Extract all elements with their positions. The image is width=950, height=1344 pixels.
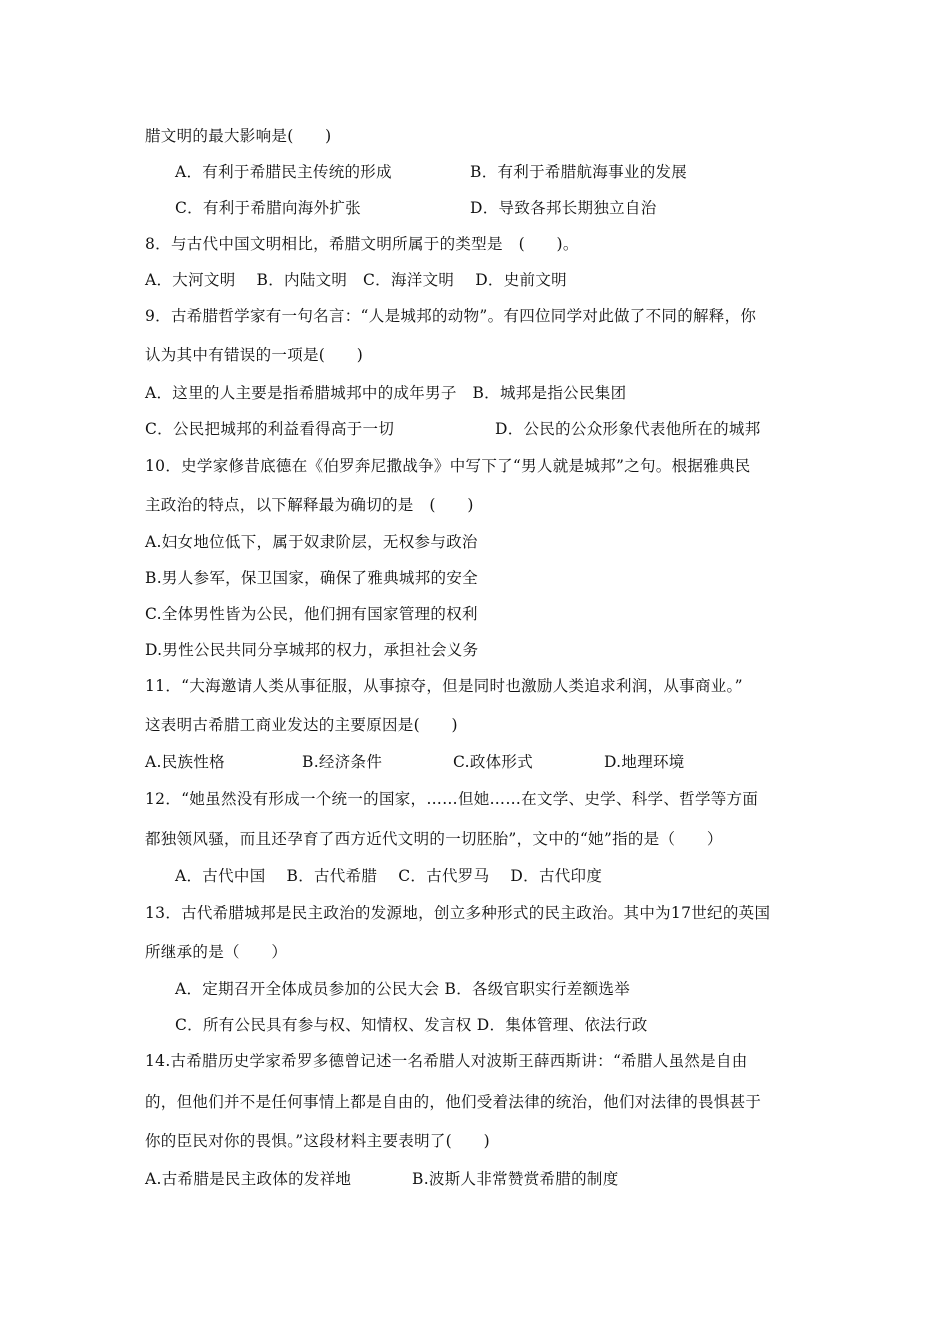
q9-stem-line-2: 认为其中有错误的一项是( ) [145, 346, 364, 364]
q12-stem-line-2: 都独领风骚，而且还孕育了西方近代文明的一切胚胎”，文中的“她”指的是（ ） [145, 830, 723, 848]
q12-stem-line-1: 12．“她虽然没有形成一个统一的国家，……但她……在文学、史学、科学、哲学等方面 [145, 790, 759, 808]
q7-option-b: B．有利于希腊航海事业的发展 [470, 163, 688, 181]
q9-stem-line-1: 9．古希腊哲学家有一句名言：“人是城邦的动物”。有四位同学对此做了不同的解释，你 [145, 307, 757, 325]
q14-stem-line-1: 14.古希腊历史学家希罗多德曾记述一名希腊人对波斯王薛西斯讲：“希腊人虽然是自由 [145, 1052, 748, 1070]
q13-stem-line-2: 所继承的是（ ） [145, 943, 288, 961]
q10-stem-line-1: 10．史学家修昔底德在《伯罗奔尼撒战争》中写下了“男人就是城邦”之句。根据雅典民 [145, 457, 751, 475]
q14-stem-line-2: 的，但他们并不是任何事情上都是自由的，他们受着法律的统治，他们对法律的畏惧甚于 [145, 1093, 762, 1111]
q10-option-c: C.全体男性皆为公民，他们拥有国家管理的权利 [145, 605, 478, 623]
q14-stem-line-3: 你的臣民对你的畏惧。”这段材料主要表明了( ) [145, 1132, 490, 1150]
q11-option-b: B.经济条件 [302, 753, 383, 771]
q13-stem-line-1: 13．古代希腊城邦是民主政治的发源地，创立多种形式的民主政治。其中为17世纪的英国 [145, 904, 771, 922]
q8-stem: 8．与古代中国文明相比，希腊文明所属于的类型是 ( )。 [145, 235, 579, 253]
q14-option-a: A.古希腊是民主政体的发祥地 [145, 1170, 352, 1188]
q7-stem-end: 腊文明的最大影响是( ) [145, 127, 332, 145]
q11-option-c: C.政体形式 [453, 753, 534, 771]
q8-options: A．大河文明 B．内陆文明 C．海洋文明 D．史前文明 [145, 271, 567, 289]
q14-options-row [145, 1169, 619, 1249]
q12-options: A．古代中国 B．古代希腊 C．古代罗马 D．古代印度 [175, 867, 603, 885]
q7-option-a: A．有利于希腊民主传统的形成 [175, 163, 392, 181]
q11-stem-line-2: 这表明古希腊工商业发达的主要原因是( ) [145, 716, 458, 734]
q10-option-d: D.男性公民共同分享城邦的权力，承担社会义务 [145, 641, 479, 659]
q13-options-ab: A．定期召开全体成员参加的公民大会 B．各级官职实行差额选举 [175, 980, 631, 998]
q9-options-ab: A．这里的人主要是指希腊城邦中的成年男子 B．城邦是指公民集团 [145, 384, 627, 402]
q7-option-d: D．导致各邦长期独立自治 [470, 199, 657, 217]
q11-option-a: A.民族性格 [145, 753, 225, 771]
q10-option-b: B.男人参军，保卫国家，确保了雅典城邦的安全 [145, 569, 478, 587]
q10-option-a: A.妇女地位低下，属于奴隶阶层，无权参与政治 [145, 533, 478, 551]
q13-options-cd: C．所有公民具有参与权、知情权、发言权 D．集体管理、依法行政 [175, 1016, 648, 1034]
q9-option-d: D．公民的公众形象代表他所在的城邦 [495, 420, 761, 438]
q10-stem-line-2: 主政治的特点，以下解释最为确切的是 ( ) [145, 496, 474, 514]
q11-option-d: D.地理环境 [604, 753, 685, 771]
q11-stem-line-1: 11．“大海邀请人类从事征服，从事掠夺，但是同时也激励人类追求利润，从事商业。” [145, 677, 743, 695]
q7-option-c: C．有利于希腊向海外扩张 [175, 199, 361, 217]
q14-option-b: B.波斯人非常赞赏希腊的制度 [412, 1170, 619, 1188]
q9-option-c: C．公民把城邦的利益看得高于一切 [145, 420, 395, 438]
